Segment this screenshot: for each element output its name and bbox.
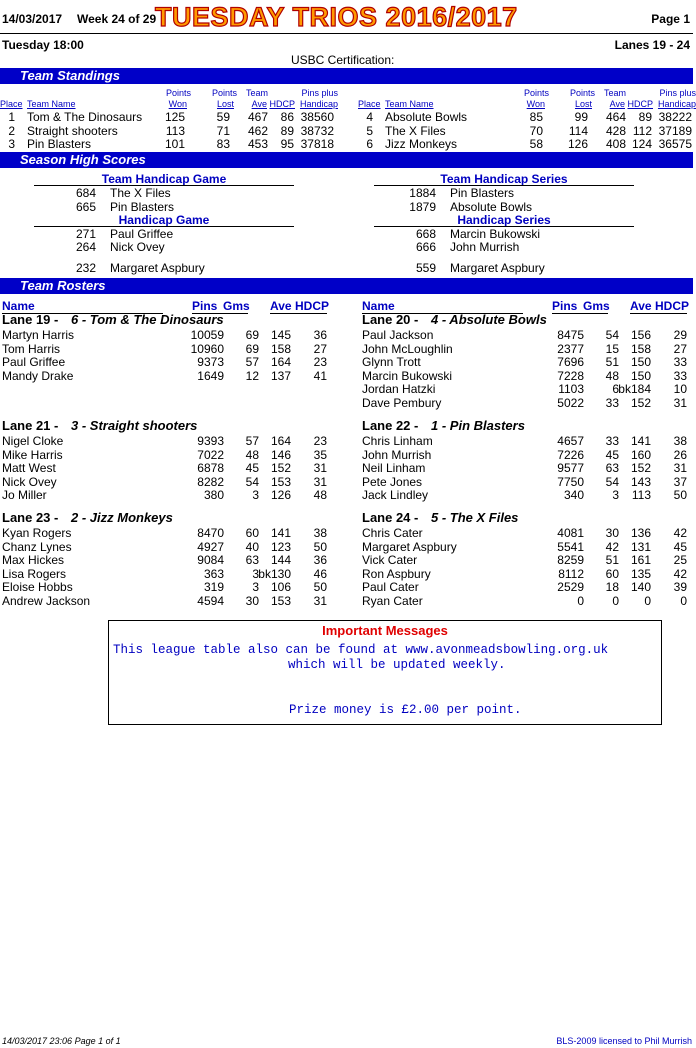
lane-label: Lane 21 - (2, 418, 59, 433)
col-header-name: Name (362, 299, 395, 313)
col-header-pins-plus: Handicap (299, 99, 338, 109)
week-label: Week 24 of 29 (77, 12, 157, 26)
player-games: 3 (252, 488, 259, 502)
high-score-name: Margaret Aspbury (450, 261, 545, 275)
player-pins: 9393 (197, 434, 224, 448)
player-games: 33 (605, 395, 619, 410)
col-header-gms: Gms (583, 299, 610, 313)
player-games: 18 (605, 580, 619, 594)
page-number: Page 1 (651, 12, 690, 26)
player-pins: 2377 (557, 341, 584, 356)
player-pins: 7696 (557, 355, 584, 369)
standing-points-lost: 126 (567, 137, 588, 151)
player-handicap: 36 (313, 553, 327, 567)
player-name: Marcin Bukowski (362, 368, 453, 383)
player-name: Jack Lindley (362, 488, 429, 502)
important-messages-box (108, 620, 662, 725)
player-name: Jordan Hatzki (362, 382, 436, 396)
player-games: 33 (605, 434, 619, 448)
standing-points-won: 125 (164, 110, 185, 124)
player-handicap: 27 (673, 341, 687, 356)
report-title: TUESDAY TRIOS 2016/2017 (155, 2, 518, 32)
standing-hdcp: 89 (638, 110, 652, 124)
standing-points-lost: 114 (568, 123, 588, 138)
player-pins: 2529 (557, 580, 584, 594)
section-title: Team Rosters (20, 278, 106, 293)
col-header-hdcp: HDCP (295, 299, 330, 313)
standing-team-name: Absolute Bowls (385, 110, 468, 124)
player-name: Andrew Jackson (2, 593, 91, 608)
player-average: 144 (270, 553, 291, 567)
player-pins: 7750 (557, 474, 584, 489)
player-handicap: 23 (313, 355, 327, 369)
standing-place: 1 (8, 110, 15, 124)
standing-points-lost: 99 (574, 110, 588, 124)
col-header-hdcp: HDCP (627, 99, 653, 109)
player-average: 150 (630, 355, 651, 369)
player-pins: 6878 (197, 461, 224, 475)
player-average: 135 (630, 566, 651, 581)
lane-label: Lane 19 - (2, 312, 59, 327)
standing-pins-plus-hdcp: 36575 (658, 137, 692, 151)
high-score-value: 264 (75, 240, 96, 254)
player-pins: 10059 (190, 328, 224, 342)
lane-label: Lane 24 - (362, 510, 419, 525)
standing-team-name: Jizz Monkeys (385, 137, 458, 151)
player-name: Chanz Lynes (2, 539, 72, 554)
high-score-name: Absolute Bowls (450, 200, 533, 214)
player-handicap: 38 (673, 434, 687, 448)
player-games: 3 (252, 566, 259, 581)
lane-label: Lane 20 - (362, 312, 419, 327)
player-name: Ryan Cater (362, 593, 423, 608)
player-handicap: 10 (673, 382, 687, 396)
column-underline (630, 313, 687, 314)
player-name: Jo Miller (2, 488, 47, 502)
col-header-lost: Lost (574, 99, 592, 109)
col-header-lost: Lost (216, 99, 234, 109)
player-pins: 9084 (197, 553, 224, 567)
player-games: 69 (245, 328, 259, 342)
player-handicap: 31 (673, 461, 687, 475)
player-pins: 1103 (558, 382, 584, 396)
player-games: 54 (605, 474, 619, 489)
team-rosters-bar (0, 278, 693, 294)
player-average: 160 (630, 447, 651, 462)
col-header-place: Place (0, 99, 23, 109)
column-underline (552, 313, 608, 314)
col-header-pins-plus: Handicap (657, 99, 696, 109)
league-day-time: Tuesday 18:00 (2, 38, 84, 52)
player-average: 113 (631, 488, 651, 502)
player-handicap: 31 (673, 395, 687, 410)
player-name: Mandy Drake (2, 368, 74, 383)
player-handicap: 41 (313, 368, 327, 383)
player-name: Mike Harris (2, 447, 63, 462)
player-games: 51 (605, 355, 619, 369)
high-score-name: Margaret Aspbury (110, 261, 205, 275)
lane-team-name: 5 - The X Files (431, 510, 519, 525)
col-header-ave: Ave (251, 99, 267, 109)
player-average: 156 (630, 328, 651, 342)
player-pins: 5541 (557, 539, 584, 554)
player-name: Eloise Hobbs (2, 580, 73, 594)
col-header-pins-plus: Pins plus (301, 88, 338, 98)
standing-hdcp: 124 (631, 137, 652, 151)
player-games: 12 (245, 368, 259, 383)
high-score-name: Pin Blasters (450, 186, 515, 200)
player-average: 136 (630, 526, 651, 540)
player-name: Paul Cater (362, 580, 419, 594)
col-header-team: Team Name (27, 99, 76, 109)
high-score-value: 668 (415, 227, 436, 241)
player-average: 106 (270, 580, 291, 594)
handicap-series-title: Handicap Series (457, 213, 551, 227)
player-name: Margaret Aspbury (362, 539, 457, 554)
player-name: Neil Linham (362, 461, 426, 475)
player-games: 51 (605, 553, 619, 567)
player-handicap: 23 (313, 434, 327, 448)
player-games: 48 (245, 447, 259, 462)
player-handicap: 27 (313, 341, 327, 356)
messages-title: Important Messages (322, 623, 448, 638)
player-name: Tom Harris (2, 341, 61, 356)
player-name: Chris Linham (362, 434, 433, 448)
player-average: bk184 (618, 382, 651, 396)
high-score-value: 559 (415, 261, 436, 275)
report-date: 14/03/2017 (2, 12, 63, 26)
team-standings-bar (0, 68, 693, 84)
player-average: 153 (270, 474, 291, 489)
player-handicap: 31 (313, 474, 327, 489)
col-header-pins-plus: Pins plus (659, 88, 696, 98)
standing-team-name: Straight shooters (27, 123, 118, 138)
player-games: 57 (245, 434, 259, 448)
player-average: 143 (630, 474, 651, 489)
player-handicap: 38 (313, 526, 327, 540)
player-handicap: 48 (313, 488, 327, 502)
high-score-name: Marcin Bukowski (450, 227, 541, 241)
handicap-game-title: Handicap Game (118, 213, 210, 227)
player-handicap: 45 (673, 539, 687, 554)
header-divider (0, 33, 693, 34)
player-handicap: 36 (313, 328, 327, 342)
lane-team-name: 6 - Tom & The Dinosaurs (71, 312, 224, 327)
player-average: 0 (644, 593, 651, 608)
player-average: 140 (630, 580, 651, 594)
lane-team-name: 4 - Absolute Bowls (431, 312, 547, 327)
player-average: 123 (270, 539, 291, 554)
high-score-name: Nick Ovey (110, 240, 165, 254)
standing-team-ave: 428 (605, 123, 626, 138)
standing-team-name: Pin Blasters (27, 137, 92, 151)
player-name: Lisa Rogers (2, 566, 67, 581)
high-score-value: 232 (75, 261, 96, 275)
player-games: 3 (252, 580, 259, 594)
standing-pins-plus-hdcp: 38560 (300, 110, 334, 124)
high-score-value: 684 (75, 186, 96, 200)
player-handicap: 31 (313, 461, 327, 475)
player-handicap: 46 (313, 566, 327, 581)
player-average: 152 (270, 461, 291, 475)
player-name: Matt West (2, 461, 56, 475)
player-name: Nigel Cloke (2, 434, 64, 448)
player-average: 152 (630, 395, 651, 410)
standing-hdcp: 89 (280, 123, 294, 138)
player-games: 54 (245, 474, 259, 489)
col-header-won: Points (523, 88, 549, 98)
player-games: 60 (605, 566, 619, 581)
player-name: Vick Cater (362, 553, 418, 567)
player-handicap: 42 (673, 526, 687, 540)
player-handicap: 33 (673, 355, 687, 369)
col-header-ave: Team (245, 88, 268, 98)
player-name: Martyn Harris (2, 328, 75, 342)
column-underline (270, 313, 327, 314)
player-name: Ron Aspbury (362, 566, 431, 581)
player-average: 158 (630, 341, 651, 356)
standing-hdcp: 86 (280, 110, 294, 124)
player-games: 30 (245, 593, 259, 608)
col-header-place: Place (358, 99, 381, 109)
player-handicap: 35 (313, 447, 327, 462)
player-pins: 363 (203, 566, 224, 581)
standing-team-ave: 462 (247, 123, 268, 138)
standing-team-ave: 408 (605, 137, 626, 151)
player-games: 45 (245, 461, 259, 475)
player-handicap: 39 (673, 580, 687, 594)
standing-team-name: Tom & The Dinosaurs (27, 110, 143, 124)
player-games: 45 (605, 447, 619, 462)
lane-team-name: 3 - Straight shooters (71, 418, 198, 433)
message-line-1: This league table also can be found at www.avonmeadsbowling.org.uk (113, 643, 609, 657)
player-games: 54 (605, 328, 619, 342)
player-handicap: 29 (673, 328, 687, 342)
col-header-ave: Team (603, 88, 626, 98)
player-pins: 1649 (197, 368, 224, 383)
player-pins: 10960 (190, 341, 224, 356)
player-games: 40 (245, 539, 259, 554)
player-pins: 9577 (557, 461, 584, 475)
standing-points-won: 85 (529, 110, 543, 124)
col-header-won: Points (165, 88, 191, 98)
standing-pins-plus-hdcp: 38732 (300, 123, 334, 138)
player-pins: 8112 (558, 566, 584, 581)
standing-place: 6 (366, 137, 373, 151)
player-average: 158 (270, 341, 291, 356)
col-header-ave: Ave (270, 299, 292, 313)
standing-place: 5 (366, 123, 373, 138)
col-header-pins: Pins (552, 299, 578, 313)
player-average: 161 (630, 553, 651, 567)
player-pins: 8470 (197, 526, 224, 540)
standing-team-name: The X Files (385, 123, 446, 138)
player-average: 153 (270, 593, 291, 608)
player-average: 145 (270, 328, 291, 342)
player-pins: 5022 (557, 395, 584, 410)
player-pins: 340 (563, 488, 584, 502)
player-games: 15 (605, 341, 619, 356)
player-average: 164 (270, 355, 291, 369)
standing-team-ave: 467 (247, 110, 268, 124)
player-average: bk130 (258, 566, 291, 581)
high-score-value: 1879 (409, 200, 436, 214)
section-title: Season High Scores (20, 152, 146, 167)
player-handicap: 50 (313, 580, 327, 594)
player-name: Dave Pembury (362, 395, 442, 410)
player-pins: 380 (203, 488, 224, 502)
high-score-value: 666 (415, 240, 436, 254)
player-games: 0 (612, 593, 619, 608)
standing-place: 3 (8, 137, 15, 151)
standing-points-lost: 83 (216, 137, 230, 151)
player-name: Pete Jones (362, 474, 423, 489)
player-handicap: 0 (680, 593, 687, 608)
player-handicap: 25 (673, 553, 687, 567)
footer-left: 14/03/2017 23:06 Page 1 of 1 (2, 1036, 121, 1046)
col-header-ave: Ave (630, 299, 652, 313)
player-average: 146 (270, 447, 291, 462)
player-games: 48 (605, 368, 619, 383)
lane-team-name: 2 - Jizz Monkeys (71, 510, 173, 525)
player-average: 126 (270, 488, 291, 502)
player-name: Kyan Rogers (2, 526, 72, 540)
player-pins: 319 (203, 580, 224, 594)
col-header-team: Team Name (385, 99, 434, 109)
standing-points-lost: 59 (216, 110, 230, 124)
high-score-value: 271 (75, 227, 96, 241)
col-header-name: Name (2, 299, 35, 313)
player-games: 3 (612, 488, 619, 502)
lane-team-name: 1 - Pin Blasters (431, 418, 525, 433)
player-name: Max Hickes (2, 553, 65, 567)
player-handicap: 37 (673, 474, 687, 489)
player-handicap: 31 (313, 593, 327, 608)
standing-place: 4 (366, 110, 373, 124)
message-line-2: which will be updated weekly. (288, 658, 506, 672)
high-score-value: 1884 (409, 186, 436, 200)
player-average: 141 (630, 434, 651, 448)
player-name: Glynn Trott (362, 355, 421, 369)
player-name: John McLoughlin (362, 341, 453, 356)
player-games: 57 (245, 355, 259, 369)
player-games: 42 (605, 539, 619, 554)
high-score-name: Pin Blasters (110, 200, 175, 214)
player-average: 152 (630, 461, 651, 475)
player-games: 30 (605, 526, 619, 540)
player-average: 150 (630, 368, 651, 383)
col-header-pins: Pins (192, 299, 218, 313)
player-pins: 7022 (197, 447, 224, 462)
lanes-range: Lanes 19 - 24 (614, 38, 690, 52)
player-games: 63 (605, 461, 619, 475)
certification-label: USBC Certification: (291, 53, 395, 67)
player-pins: 8282 (197, 474, 224, 489)
player-average: 141 (270, 526, 291, 540)
player-handicap: 42 (673, 566, 687, 581)
player-pins: 4081 (557, 526, 584, 540)
season-high-scores-bar (0, 152, 693, 168)
footer-right: BLS-2009 licensed to Phil Murrish (556, 1036, 692, 1046)
high-score-name: Paul Griffee (110, 227, 174, 241)
player-handicap: 33 (673, 368, 687, 383)
standing-points-won: 113 (165, 123, 185, 138)
standing-hdcp: 112 (632, 123, 652, 138)
lane-label: Lane 23 - (2, 510, 59, 525)
player-pins: 4594 (197, 593, 224, 608)
player-pins: 8259 (557, 553, 584, 567)
col-header-hdcp: HDCP (269, 99, 295, 109)
player-pins: 4657 (557, 434, 584, 448)
standing-points-won: 70 (529, 123, 543, 138)
player-handicap: 26 (673, 447, 687, 462)
message-line-3: Prize money is £2.00 per point. (289, 703, 522, 717)
col-header-won: Won (168, 99, 187, 109)
team-handicap-series-title: Team Handicap Series (440, 172, 568, 186)
player-pins: 8475 (557, 328, 584, 342)
player-name: Nick Ovey (2, 474, 57, 489)
player-games: 69 (245, 341, 259, 356)
standing-team-ave: 453 (247, 137, 268, 151)
section-title: Team Standings (20, 68, 120, 83)
player-average: 164 (270, 434, 291, 448)
col-header-won: Won (526, 99, 545, 109)
lane-label: Lane 22 - (362, 418, 419, 433)
standing-place: 2 (8, 123, 15, 138)
player-name: Paul Griffee (2, 355, 66, 369)
standing-pins-plus-hdcp: 38222 (658, 110, 692, 124)
standing-points-won: 58 (529, 137, 543, 151)
high-score-name: John Murrish (450, 240, 520, 254)
high-score-value: 665 (75, 200, 96, 214)
player-name: Paul Jackson (362, 328, 434, 342)
standing-points-lost: 71 (216, 123, 230, 138)
player-pins: 9373 (197, 355, 224, 369)
standing-points-won: 101 (164, 137, 185, 151)
col-header-hdcp: HDCP (655, 299, 690, 313)
player-name: Chris Cater (362, 526, 423, 540)
player-name: John Murrish (362, 447, 432, 462)
standing-hdcp: 95 (280, 137, 294, 151)
standing-pins-plus-hdcp: 37818 (300, 137, 334, 151)
player-handicap: 50 (673, 488, 687, 502)
team-handicap-game-title: Team Handicap Game (101, 172, 227, 186)
player-average: 131 (630, 539, 651, 554)
col-header-lost: Points (211, 88, 237, 98)
col-header-ave: Ave (609, 99, 625, 109)
player-games: 60 (245, 526, 259, 540)
standing-pins-plus-hdcp: 37189 (658, 123, 692, 138)
player-games: 6 (612, 382, 619, 396)
player-pins: 4927 (197, 539, 224, 554)
player-games: 63 (245, 553, 259, 567)
high-score-name: The X Files (110, 186, 171, 200)
player-pins: 0 (577, 593, 584, 608)
player-average: 137 (270, 368, 291, 383)
col-header-lost: Points (569, 88, 595, 98)
col-header-gms: Gms (223, 299, 250, 313)
player-pins: 7226 (557, 447, 584, 462)
player-pins: 7228 (557, 368, 584, 383)
player-handicap: 50 (313, 539, 327, 554)
standing-team-ave: 464 (605, 110, 626, 124)
